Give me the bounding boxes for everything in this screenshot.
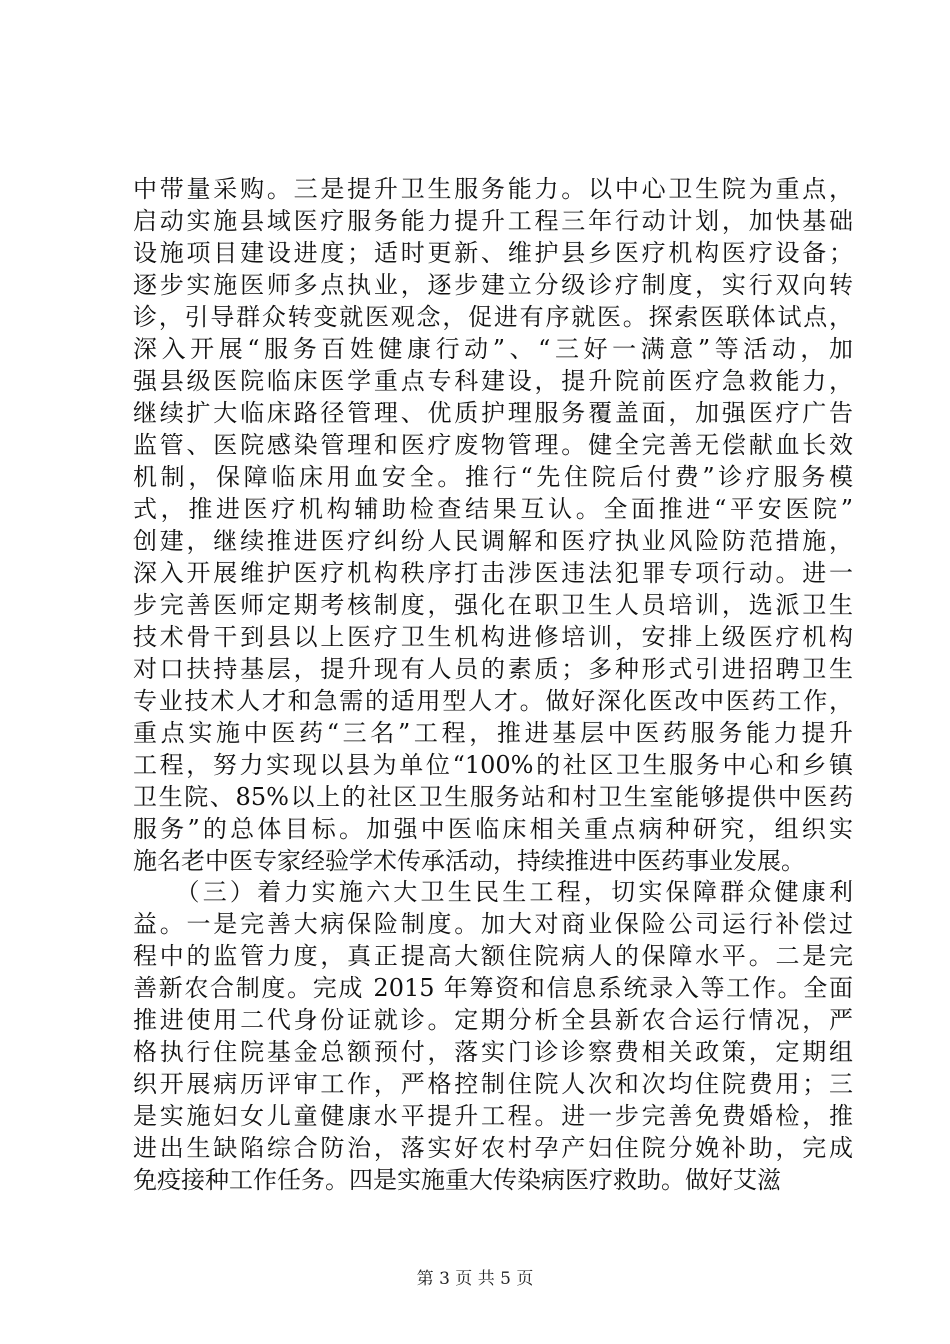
- text-line: 逐步实施医师多点执业，逐步建立分级诊疗制度，实行双向转: [133, 271, 853, 299]
- text-line: 监管、医院感染管理和医疗废物管理。健全完善无偿献血长效: [133, 431, 853, 459]
- text-line: 诊，引导群众转变就医观念，促进有序就医。探索医联体试点，: [133, 303, 853, 331]
- text-line: 推进使用二代身份证就诊。定期分析全县新农合运行情况，严: [133, 1006, 853, 1034]
- text-line: 工程，努力实现以县为单位“100%的社区卫生服务中心和乡镇: [133, 751, 853, 779]
- paragraph-1: [133, 173, 853, 877]
- text-line: 设施项目建设进度；适时更新、维护县乡医疗机构医疗设备；: [133, 239, 853, 267]
- text-line: （三）着力实施六大卫生民生工程，切实保障群众健康利: [133, 878, 853, 906]
- text-line: 进出生缺陷综合防治，落实好农村孕产妇住院分娩补助，完成: [133, 1134, 853, 1162]
- text-line: 卫生院、85%以上的社区卫生服务站和村卫生室能够提供中医药: [133, 783, 853, 811]
- text-line: 机制，保障临床用血安全。推行“先住院后付费”诊疗服务模: [133, 463, 853, 491]
- text-line: 式，推进医疗机构辅助检查结果互认。全面推进“平安医院”: [133, 495, 853, 523]
- text-line: 对口扶持基层，提升现有人员的素质；多种形式引进招聘卫生: [133, 655, 853, 683]
- text-line: 技术骨干到县以上医疗卫生机构进修培训，安排上级医疗机构: [133, 623, 853, 651]
- text-line: 深入开展“服务百姓健康行动”、“三好一满意”等活动，加: [133, 335, 853, 363]
- text-line: 专业技术人才和急需的适用型人才。做好深化医改中医药工作，: [133, 687, 853, 715]
- text-line: 服务”的总体目标。加强中医临床相关重点病种研究，组织实: [133, 815, 853, 843]
- text-line: 施名老中医专家经验学术传承活动，持续推进中医药事业发展。: [133, 847, 805, 875]
- text-line: 格执行住院基金总额预付，落实门诊诊察费相关政策，定期组: [133, 1038, 853, 1066]
- text-line: 深入开展维护医疗机构秩序打击涉医违法犯罪专项行动。进一: [133, 559, 853, 587]
- paragraph-2: [133, 876, 853, 1196]
- text-line: 中带量采购。三是提升卫生服务能力。以中心卫生院为重点，: [133, 175, 853, 203]
- text-line: 继续扩大临床路径管理、优质护理服务覆盖面，加强医疗广告: [133, 399, 853, 427]
- text-line: 织开展病历评审工作，严格控制住院人次和次均住院费用；三: [133, 1070, 853, 1098]
- text-line: 益。一是完善大病保险制度。加大对商业保险公司运行补偿过: [133, 910, 853, 938]
- text-line: 创建，继续推进医疗纠纷人民调解和医疗执业风险防范措施，: [133, 527, 853, 555]
- text-line: 强县级医院临床医学重点专科建设，提升院前医疗急救能力，: [133, 367, 853, 395]
- text-line: 免疫接种工作任务。四是实施重大传染病医疗救助。做好艾滋: [133, 1166, 781, 1194]
- text-line: 步完善医师定期考核制度，强化在职卫生人员培训，选派卫生: [133, 591, 853, 619]
- text-line: 重点实施中医药“三名”工程，推进基层中医药服务能力提升: [133, 719, 853, 747]
- text-line: 程中的监管力度，真正提高大额住院病人的保障水平。二是完: [133, 942, 853, 970]
- text-line: 启动实施县域医疗服务能力提升工程三年行动计划，加快基础: [133, 207, 853, 235]
- text-line: 善新农合制度。完成 2015 年筹资和信息系统录入等工作。全面: [133, 974, 853, 1002]
- page-footer: 第 3 页 共 5 页: [416, 1269, 534, 1289]
- text-line: 是实施妇女儿童健康水平提升工程。进一步完善免费婚检，推: [133, 1102, 853, 1130]
